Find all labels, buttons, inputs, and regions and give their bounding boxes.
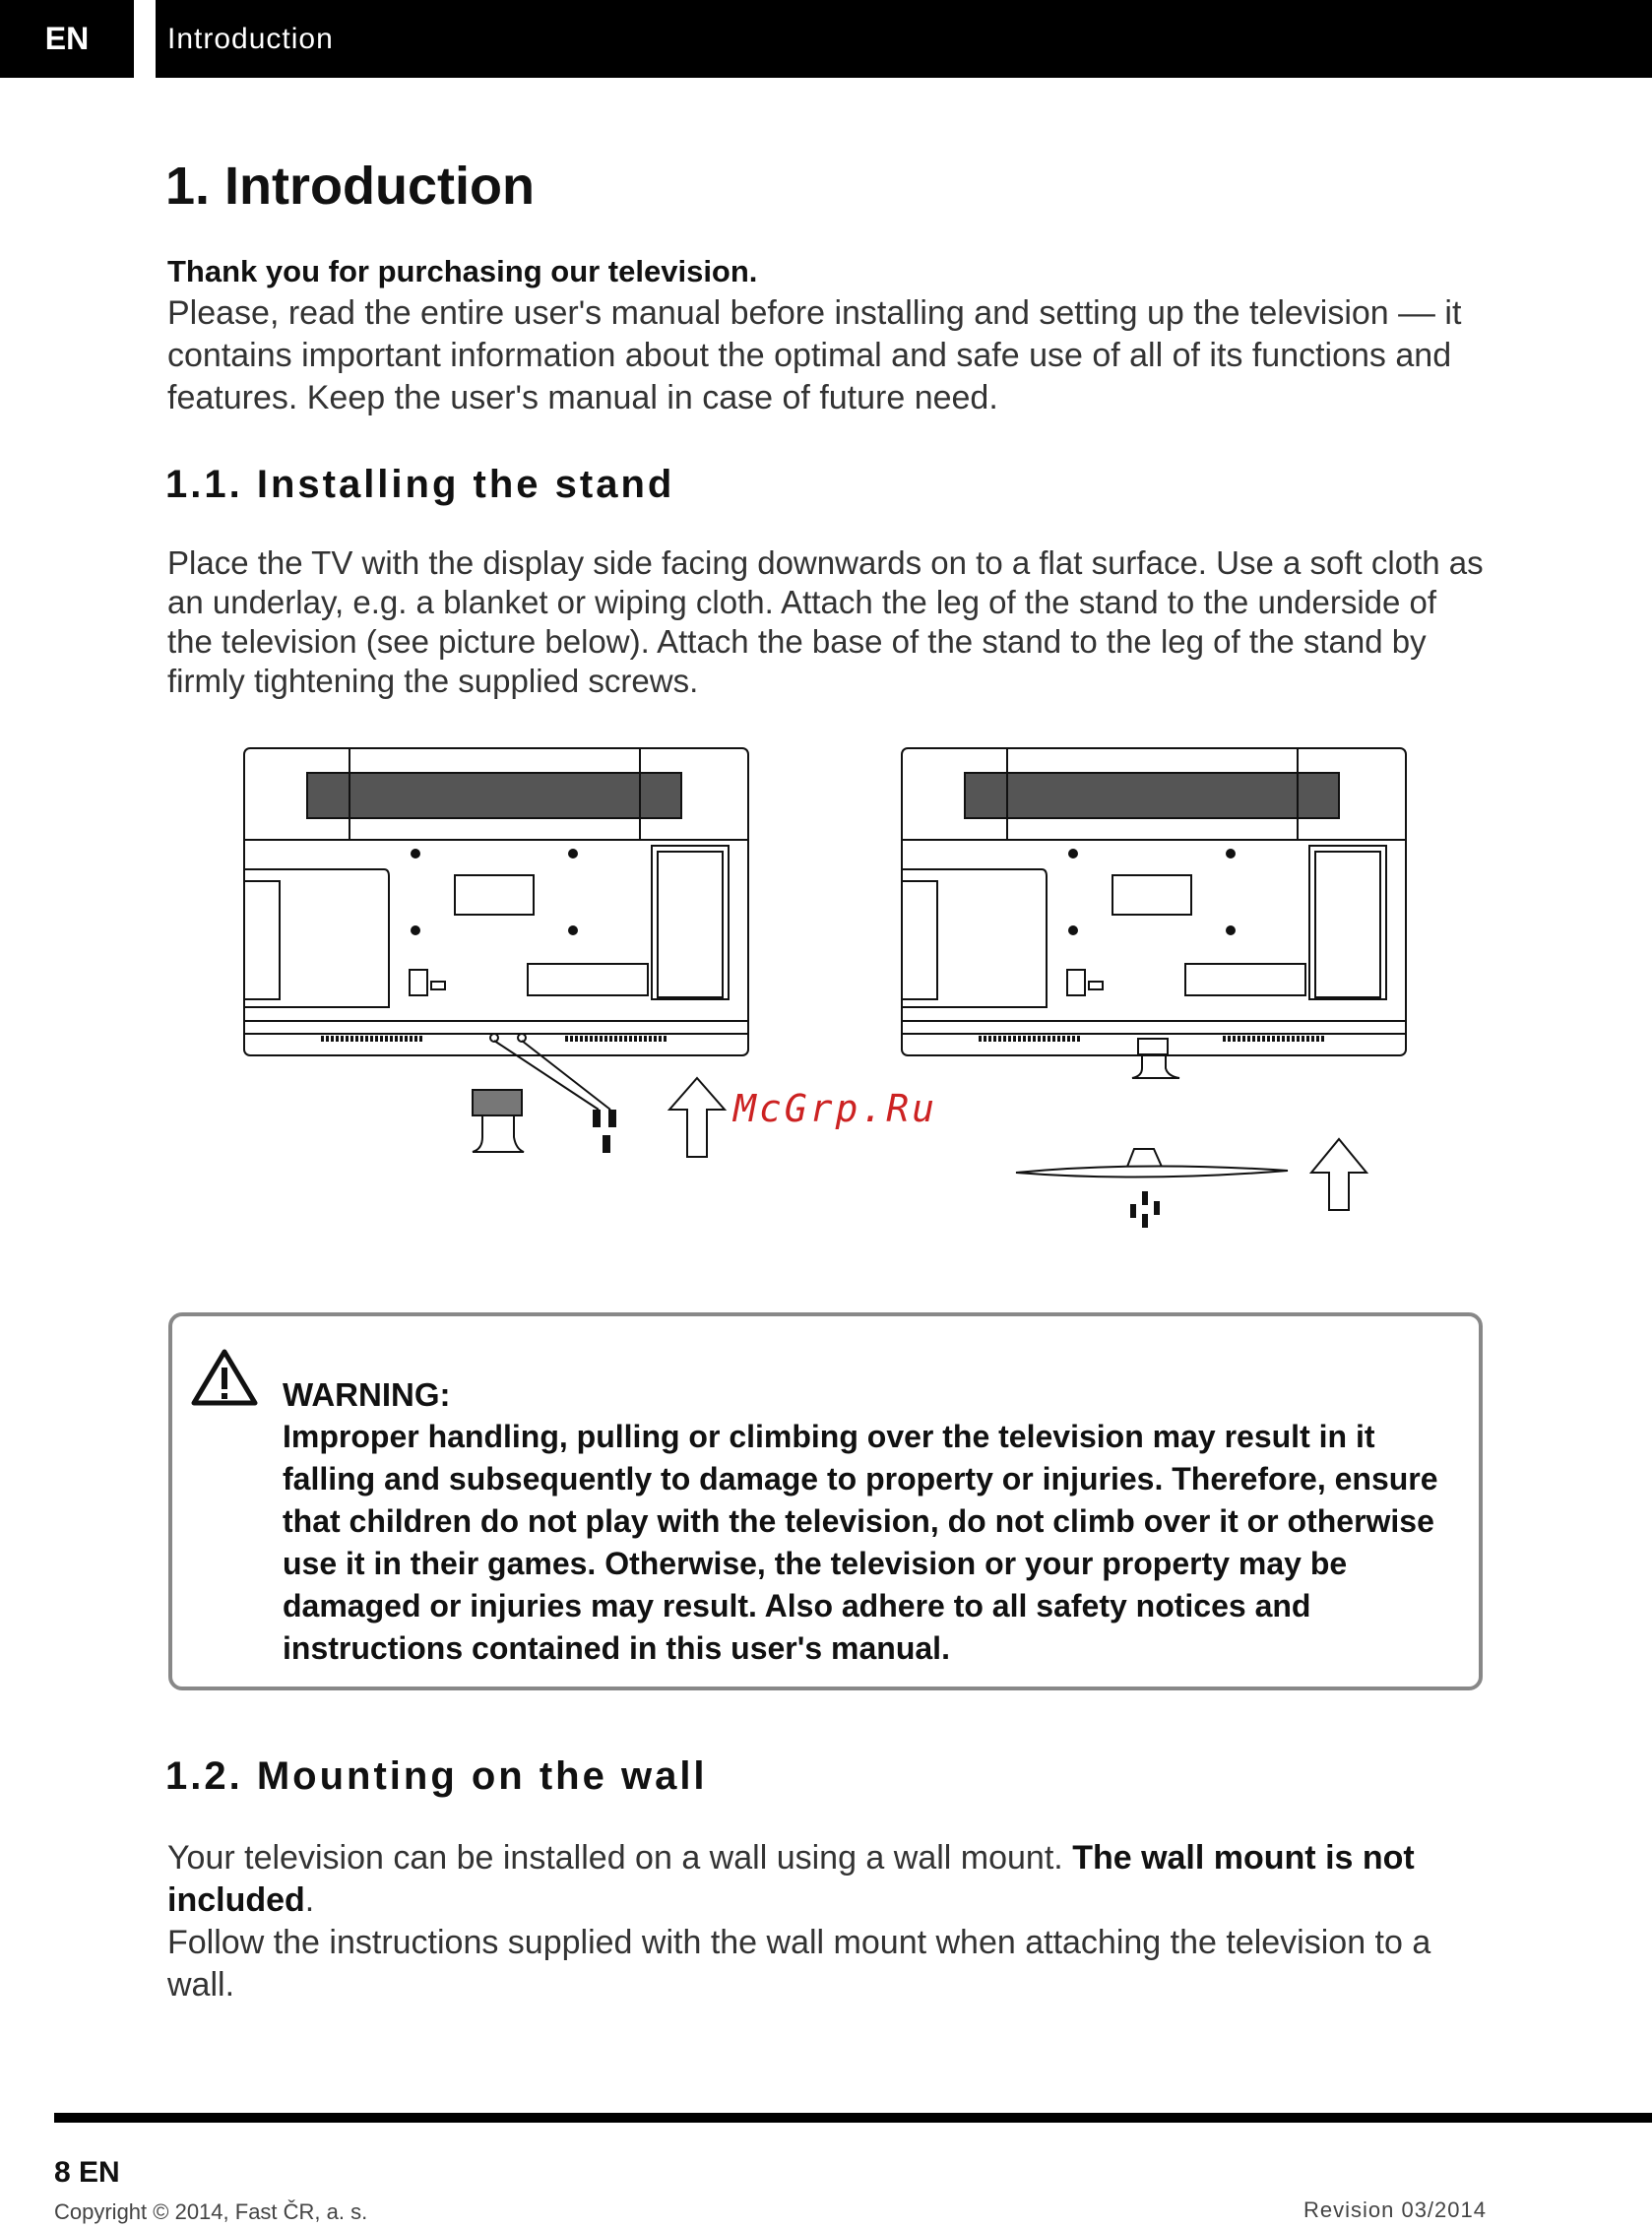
stand-leg-icon [473, 1041, 610, 1152]
warning-box [168, 1312, 1483, 1690]
wall-mount-text-b: . [304, 1881, 315, 1919]
intro-lead: Thank you for purchasing our television. [167, 254, 758, 288]
language-tab: EN [0, 0, 134, 78]
wall-mount-text-bold: The wall mount is not included [167, 1839, 1415, 1919]
tv-back-icon [244, 748, 748, 1055]
watermark-text: McGrp.Ru [733, 1087, 938, 1130]
stand-installation-figure [236, 743, 1418, 1236]
screw-icon [1130, 1191, 1160, 1228]
wall-mount-text-a: Your television can be installed on a wall using a wall mount. [167, 1839, 1073, 1877]
page-number: 8 EN [54, 2156, 120, 2189]
stand-base-icon [1016, 1149, 1288, 1178]
warning-title: WARNING: [283, 1376, 451, 1413]
arrow-up-icon [1311, 1139, 1366, 1210]
screw-icon [593, 1110, 616, 1153]
intro-block [167, 250, 1487, 419]
warning-content [283, 1373, 1474, 1670]
footer-divider [54, 2113, 1652, 2123]
wall-mount-instructions [167, 1837, 1447, 2006]
revision: Revision 03/2014 [1303, 2197, 1487, 2222]
arrow-up-icon [669, 1078, 725, 1157]
tv-back-icon [902, 748, 1406, 1078]
section-header: Introduction [156, 0, 1652, 78]
warning-text: Improper handling, pulling or climbing over the television may result in it falling and subsequently to damage to property or injuries. Therefore, ensure that children do not play with the television, do not climb over it or otherwise use it in their games. Otherwise, the television or your property may be damaged or injuries may result. Also adhere to all safety notices and instructions contained in this user's manual. [283, 1419, 1438, 1666]
wall-mount-text-c: Follow the instructions supplied with the wall mount when attaching the television to a wall. [167, 1924, 1431, 2004]
section-heading-stand: 1.1. Installing the stand [165, 463, 675, 506]
copyright: Copyright © 2014, Fast ČR, a. s. [54, 2199, 368, 2224]
section-heading-wall: 1.2. Mounting on the wall [165, 1754, 708, 1798]
page-title: 1. Introduction [165, 157, 535, 216]
warning-triangle-icon [190, 1348, 259, 1407]
intro-text: Please, read the entire user's manual before installing and setting up the television –– it contains important information about the optimal and safe use of all of its functions and features. Keep the user's manual in case of future need. [167, 294, 1462, 416]
stand-instructions: Place the TV with the display side facing downwards on to a flat surface. Use a soft cloth as an underlay, e.g. a blanket or wiping cloth. Attach the leg of the stand to the underside of the television (see picture below). Attach the base of the stand to the leg of the stand by firmly tightening the supplied screws. [167, 544, 1484, 699]
